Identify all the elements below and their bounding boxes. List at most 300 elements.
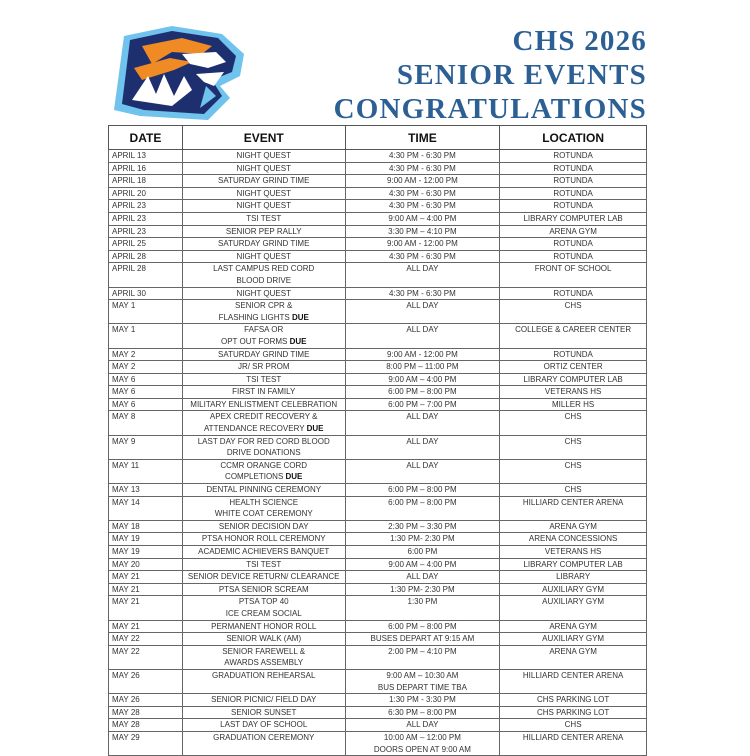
event-cell	[182, 175, 345, 188]
event-name: NIGHT QUEST	[236, 163, 291, 173]
event-time: 2:30 PM – 3:30 PM	[388, 521, 457, 531]
table-row	[109, 175, 647, 188]
event-name: LAST CAMPUS RED CORD	[213, 264, 315, 274]
table-row	[109, 533, 647, 546]
event-location: VETERANS HS	[500, 546, 647, 559]
event-date: MAY 19	[109, 533, 183, 546]
event-time: 6:00 PM – 8:00 PM	[388, 621, 457, 631]
event-location: ROTUNDA	[500, 187, 647, 200]
event-name: NIGHT QUEST	[236, 288, 291, 298]
event-cell	[182, 571, 345, 584]
event-name-line-2	[186, 336, 342, 348]
event-name-line-2	[186, 657, 342, 669]
time-cell	[345, 361, 500, 374]
event-date: MAY 19	[109, 546, 183, 559]
table-row	[109, 287, 647, 300]
event-cell	[182, 546, 345, 559]
table-row	[109, 546, 647, 559]
title-line-1: CHS 2026	[512, 25, 647, 57]
event-location: ARENA GYM	[500, 620, 647, 633]
event-time: 8:00 PM – 11:00 PM	[386, 362, 459, 372]
event-name: PERMANENT HONOR ROLL	[211, 621, 317, 631]
event-name: NIGHT QUEST	[236, 251, 291, 261]
table-row	[109, 520, 647, 533]
time-cell	[345, 484, 500, 497]
event-time: 9:00 AM – 10:30 AM	[386, 670, 459, 680]
event-cell	[182, 200, 345, 213]
event-time: 1:30 PM- 2:30 PM	[390, 534, 455, 544]
event-name: FIRST IN FAMILY	[232, 387, 296, 397]
event-location: VETERANS HS	[500, 386, 647, 399]
event-location: ORTIZ CENTER	[500, 361, 647, 374]
column-header-date: DATE	[109, 126, 183, 150]
event-cell	[182, 411, 345, 435]
event-date: MAY 21	[109, 583, 183, 596]
event-date: MAY 8	[109, 411, 183, 435]
event-location: FRONT OF SCHOOL	[500, 263, 647, 287]
event-time: 3:30 PM – 4:10 PM	[388, 226, 457, 236]
event-name: MILITARY ENLISTMENT CELEBRATION	[190, 399, 338, 409]
table-row	[109, 596, 647, 620]
event-location: CHS	[500, 719, 647, 732]
event-name-cont: COMPLETIONS	[225, 472, 286, 482]
event-name-cont: WHITE COAT CEREMONY	[214, 509, 313, 519]
time-cell	[345, 533, 500, 546]
event-location: ROTUNDA	[500, 348, 647, 361]
time-cell	[345, 324, 500, 348]
table-row	[109, 373, 647, 386]
event-time: ALL DAY	[406, 325, 439, 335]
event-time: 4:30 PM - 6:30 PM	[389, 151, 456, 160]
event-location: ROTUNDA	[500, 200, 647, 213]
table-header-row	[109, 126, 647, 150]
event-time: 4:30 PM - 6:30 PM	[389, 201, 456, 211]
event-time: 4:30 PM - 6:30 PM	[389, 188, 456, 198]
due-label: DUE	[306, 424, 324, 434]
event-time: 4:30 PM - 6:30 PM	[389, 251, 456, 261]
event-time: 1:30 PM - 3:30 PM	[389, 695, 456, 705]
event-name-line-2	[186, 447, 342, 459]
event-date: APRIL 23	[109, 200, 183, 213]
event-date: MAY 28	[109, 706, 183, 719]
event-cell	[182, 719, 345, 732]
event-date: APRIL 20	[109, 187, 183, 200]
event-cell	[182, 386, 345, 399]
time-cell	[345, 150, 500, 163]
event-name: ACADEMIC ACHIEVERS BANQUET	[198, 547, 330, 556]
event-cell	[182, 520, 345, 533]
event-name: DENTAL PINNING CEREMONY	[206, 485, 322, 495]
event-cell	[182, 694, 345, 707]
event-date: MAY 6	[109, 373, 183, 386]
time-cell	[345, 162, 500, 175]
event-location: AUXILIARY GYM	[500, 596, 647, 620]
title-line-3: CONGRATULATIONS	[333, 93, 647, 125]
time-cell	[345, 175, 500, 188]
event-date: MAY 2	[109, 361, 183, 374]
event-name: PTSA SENIOR SCREAM	[218, 584, 309, 594]
table-row	[109, 620, 647, 633]
table-row	[109, 706, 647, 719]
event-name-line-2	[186, 471, 342, 483]
table-row	[109, 324, 647, 348]
time-cell	[345, 200, 500, 213]
event-date: MAY 6	[109, 398, 183, 411]
event-name: SENIOR PICNIC/ FIELD DAY	[211, 695, 317, 705]
event-date: APRIL 25	[109, 238, 183, 251]
time-cell	[345, 596, 500, 620]
event-name: HEALTH SCIENCE	[229, 497, 299, 507]
table-row	[109, 187, 647, 200]
event-location: HILLIARD CENTER ARENA	[500, 669, 647, 693]
event-date: MAY 6	[109, 386, 183, 399]
event-time: BUSES DEPART AT 9:15 AM	[370, 634, 475, 644]
event-cell	[182, 533, 345, 546]
event-name-cont: FLASHING LIGHTS	[218, 312, 292, 322]
time-cell	[345, 645, 500, 669]
event-name: TSI TEST	[246, 559, 282, 569]
event-time-note: BUS DEPART TIME TBA	[377, 682, 467, 692]
event-cell	[182, 484, 345, 497]
event-date: MAY 18	[109, 520, 183, 533]
event-location: CHS PARKING LOT	[500, 706, 647, 719]
event-time: 10:00 AM – 12:00 PM	[383, 732, 461, 742]
event-date: MAY 14	[109, 496, 183, 520]
event-location: LIBRARY COMPUTER LAB	[500, 373, 647, 386]
event-date: MAY 28	[109, 719, 183, 732]
event-time: 6:00 PM – 8:00 PM	[388, 497, 457, 507]
title-line-2: SENIOR EVENTS	[396, 59, 647, 91]
event-date: MAY 1	[109, 324, 183, 348]
table-row	[109, 484, 647, 497]
time-cell	[345, 263, 500, 287]
event-date: MAY 1	[109, 300, 183, 324]
time-cell	[345, 669, 500, 693]
event-time: 1:30 PM	[407, 597, 438, 607]
event-cell	[182, 361, 345, 374]
event-cell	[182, 150, 345, 163]
event-cell	[182, 225, 345, 238]
event-cell	[182, 496, 345, 520]
event-name-line-2	[186, 608, 342, 620]
event-location: AUXILIARY GYM	[500, 583, 647, 596]
event-date: MAY 11	[109, 459, 183, 483]
event-time: 6:00 PM – 8:00 PM	[388, 387, 457, 397]
table-row	[109, 300, 647, 324]
event-name: SATURDAY GRIND TIME	[218, 176, 310, 186]
event-date: MAY 22	[109, 633, 183, 646]
page-title	[334, 24, 647, 126]
event-name-cont: BLOOD DRIVE	[236, 275, 292, 285]
event-location: LIBRARY	[500, 571, 647, 584]
event-time: ALL DAY	[406, 301, 439, 311]
event-time: ALL DAY	[406, 460, 439, 470]
time-cell	[345, 300, 500, 324]
event-time: ALL DAY	[406, 720, 439, 730]
time-cell	[345, 348, 500, 361]
table-row	[109, 411, 647, 435]
event-date: MAY 22	[109, 645, 183, 669]
event-name-line-2	[186, 312, 342, 324]
event-cell	[182, 669, 345, 693]
event-location: AUXILIARY GYM	[500, 633, 647, 646]
time-cell	[345, 694, 500, 707]
event-cell	[182, 620, 345, 633]
event-date: MAY 21	[109, 596, 183, 620]
event-date: MAY 13	[109, 484, 183, 497]
event-cell	[182, 596, 345, 620]
event-time: 9:00 AM - 12:00 PM	[387, 176, 458, 186]
column-header-location: LOCATION	[500, 126, 647, 150]
time-cell	[345, 731, 500, 755]
event-cell	[182, 287, 345, 300]
table-row	[109, 496, 647, 520]
event-name: NIGHT QUEST	[236, 201, 291, 211]
tiger-logo	[112, 24, 252, 124]
event-time: ALL DAY	[406, 264, 439, 274]
event-cell	[182, 162, 345, 175]
table-row	[109, 225, 647, 238]
event-name-line-2	[186, 508, 342, 520]
events-table	[108, 125, 647, 756]
event-cell	[182, 348, 345, 361]
event-date: MAY 26	[109, 669, 183, 693]
event-time: 6:00 PM	[407, 547, 438, 556]
event-date: APRIL 18	[109, 175, 183, 188]
time-cell	[345, 287, 500, 300]
event-name-line-2	[186, 423, 342, 435]
event-name: SENIOR PEP RALLY	[225, 226, 302, 236]
event-location: COLLEGE & CAREER CENTER	[500, 324, 647, 348]
table-row	[109, 212, 647, 225]
event-location: ROTUNDA	[500, 250, 647, 263]
time-cell	[345, 386, 500, 399]
time-cell	[345, 520, 500, 533]
table-row	[109, 583, 647, 596]
event-name: GRADUATION REHEARSAL	[212, 670, 316, 680]
event-name: APEX CREDIT RECOVERY &	[209, 412, 318, 422]
table-row	[109, 200, 647, 213]
event-date: APRIL 28	[109, 250, 183, 263]
event-date: APRIL 16	[109, 162, 183, 175]
event-cell	[182, 263, 345, 287]
event-name: SENIOR DEVICE RETURN/ CLEARANCE	[187, 572, 340, 582]
event-date: APRIL 23	[109, 225, 183, 238]
event-cell	[182, 633, 345, 646]
event-name: SENIOR CPR &	[235, 301, 293, 311]
column-header-event: EVENT	[182, 126, 345, 150]
event-time: 9:00 AM – 4:00 PM	[388, 374, 457, 384]
time-cell	[345, 373, 500, 386]
event-name-cont: DRIVE DONATIONS	[226, 448, 301, 458]
event-name: FAFSA OR	[244, 325, 284, 335]
event-time: 1:30 PM- 2:30 PM	[390, 584, 455, 594]
event-location: ARENA GYM	[500, 225, 647, 238]
event-cell	[182, 583, 345, 596]
event-location: CHS PARKING LOT	[500, 694, 647, 707]
event-time: 6:00 PM – 7:00 PM	[388, 399, 457, 409]
event-name-line-2	[186, 275, 342, 287]
time-cell	[345, 225, 500, 238]
event-location: CHS	[500, 459, 647, 483]
event-cell	[182, 373, 345, 386]
time-cell	[345, 212, 500, 225]
event-time: 4:30 PM - 6:30 PM	[389, 163, 456, 173]
table-row	[109, 669, 647, 693]
event-location: CHS	[500, 411, 647, 435]
event-time: ALL DAY	[406, 412, 439, 422]
event-location: HILLIARD CENTER ARENA	[500, 731, 647, 755]
event-cell	[182, 324, 345, 348]
table-row	[109, 150, 647, 163]
event-time: 6:00 PM – 8:00 PM	[388, 485, 457, 495]
time-cell	[345, 435, 500, 459]
event-time-note: DOORS OPEN AT 9:00 AM	[373, 744, 471, 754]
event-cell	[182, 212, 345, 225]
event-date: MAY 26	[109, 694, 183, 707]
event-name: CCMR ORANGE CORD	[220, 460, 308, 470]
event-time: 6:30 PM – 8:00 PM	[388, 707, 457, 717]
event-name: TSI TEST	[246, 374, 282, 384]
table-row	[109, 361, 647, 374]
due-label: DUE	[291, 312, 309, 322]
event-name-cont: ATTENDANCE RECOVERY	[203, 424, 307, 434]
time-cell	[345, 411, 500, 435]
event-location: ARENA GYM	[500, 520, 647, 533]
event-time: 4:30 PM - 6:30 PM	[389, 288, 456, 298]
table-row	[109, 459, 647, 483]
time-cell	[345, 558, 500, 571]
table-row	[109, 348, 647, 361]
event-time: ALL DAY	[406, 436, 439, 446]
event-location: CHS	[500, 435, 647, 459]
event-name: JR/ SR PROM	[237, 362, 290, 372]
event-cell	[182, 300, 345, 324]
time-cell	[345, 719, 500, 732]
event-cell	[182, 250, 345, 263]
time-cell	[345, 706, 500, 719]
event-location: LIBRARY COMPUTER LAB	[500, 558, 647, 571]
table-row	[109, 398, 647, 411]
event-name: GRADUATION CEREMONY	[213, 732, 315, 742]
event-location: MILLER HS	[500, 398, 647, 411]
time-cell	[345, 620, 500, 633]
event-location: HILLIARD CENTER ARENA	[500, 496, 647, 520]
due-label: DUE	[289, 336, 307, 346]
event-location: ARENA GYM	[500, 645, 647, 669]
event-cell	[182, 238, 345, 251]
event-name-cont: ICE CREAM SOCIAL	[225, 608, 302, 618]
time-cell	[345, 583, 500, 596]
time-cell	[345, 459, 500, 483]
time-cell	[345, 546, 500, 559]
event-date: APRIL 23	[109, 212, 183, 225]
time-cell	[345, 187, 500, 200]
event-date: APRIL 13	[109, 150, 183, 163]
event-location: ROTUNDA	[500, 287, 647, 300]
time-cell	[345, 398, 500, 411]
event-time: 9:00 AM – 4:00 PM	[388, 213, 457, 223]
event-location: CHS	[500, 300, 647, 324]
event-time: 2:00 PM – 4:10 PM	[388, 646, 457, 656]
event-name: SENIOR FAREWELL &	[222, 646, 306, 656]
event-name: TSI TEST	[246, 213, 282, 223]
table-row	[109, 263, 647, 287]
table-row	[109, 162, 647, 175]
table-row	[109, 694, 647, 707]
event-time: 9:00 AM - 12:00 PM	[387, 239, 458, 249]
event-name: SENIOR DECISION DAY	[218, 521, 309, 531]
event-time: 9:00 AM – 4:00 PM	[388, 559, 457, 569]
table-row	[109, 731, 647, 755]
event-name-cont: OPT OUT FORMS	[220, 336, 290, 346]
event-cell	[182, 187, 345, 200]
event-date: MAY 29	[109, 731, 183, 755]
event-location: ROTUNDA	[500, 162, 647, 175]
table-row	[109, 250, 647, 263]
event-date: MAY 21	[109, 571, 183, 584]
event-name: SENIOR WALK (AM)	[226, 634, 302, 644]
event-time: 9:00 AM - 12:00 PM	[387, 349, 458, 359]
table-row	[109, 435, 647, 459]
event-name: LAST DAY OF SCHOOL	[220, 720, 308, 730]
event-cell	[182, 459, 345, 483]
event-cell	[182, 706, 345, 719]
event-location: ROTUNDA	[500, 238, 647, 251]
event-cell	[182, 731, 345, 755]
event-cell	[182, 645, 345, 669]
due-label: DUE	[285, 472, 303, 482]
column-header-time: TIME	[345, 126, 500, 150]
event-cell	[182, 558, 345, 571]
event-cell	[182, 435, 345, 459]
event-name: NIGHT QUEST	[236, 151, 291, 160]
table-row	[109, 238, 647, 251]
event-location: ARENA CONCESSIONS	[500, 533, 647, 546]
event-date: APRIL 30	[109, 287, 183, 300]
event-location: CHS	[500, 484, 647, 497]
event-date: APRIL 28	[109, 263, 183, 287]
event-name: PTSA HONOR ROLL CEREMONY	[201, 534, 326, 544]
event-location: LIBRARY COMPUTER LAB	[500, 212, 647, 225]
table-row	[109, 719, 647, 732]
time-cell	[345, 633, 500, 646]
event-date: MAY 20	[109, 558, 183, 571]
table-row	[109, 558, 647, 571]
event-date: MAY 2	[109, 348, 183, 361]
event-time: ALL DAY	[406, 572, 439, 582]
event-name: PTSA TOP 40	[238, 597, 289, 607]
event-name-cont: AWARDS ASSEMBLY	[224, 658, 304, 668]
event-location: ROTUNDA	[500, 150, 647, 163]
table-row	[109, 645, 647, 669]
table-row	[109, 633, 647, 646]
event-cell	[182, 398, 345, 411]
time-cell	[345, 250, 500, 263]
table-row	[109, 386, 647, 399]
event-name: SENIOR SUNSET	[231, 707, 297, 717]
event-date: MAY 9	[109, 435, 183, 459]
table-row	[109, 571, 647, 584]
event-name: SATURDAY GRIND TIME	[218, 239, 310, 249]
event-name: NIGHT QUEST	[236, 188, 291, 198]
time-cell	[345, 571, 500, 584]
time-cell	[345, 238, 500, 251]
time-cell	[345, 496, 500, 520]
event-name: LAST DAY FOR RED CORD BLOOD	[197, 436, 330, 446]
event-location: ROTUNDA	[500, 175, 647, 188]
event-date: MAY 21	[109, 620, 183, 633]
